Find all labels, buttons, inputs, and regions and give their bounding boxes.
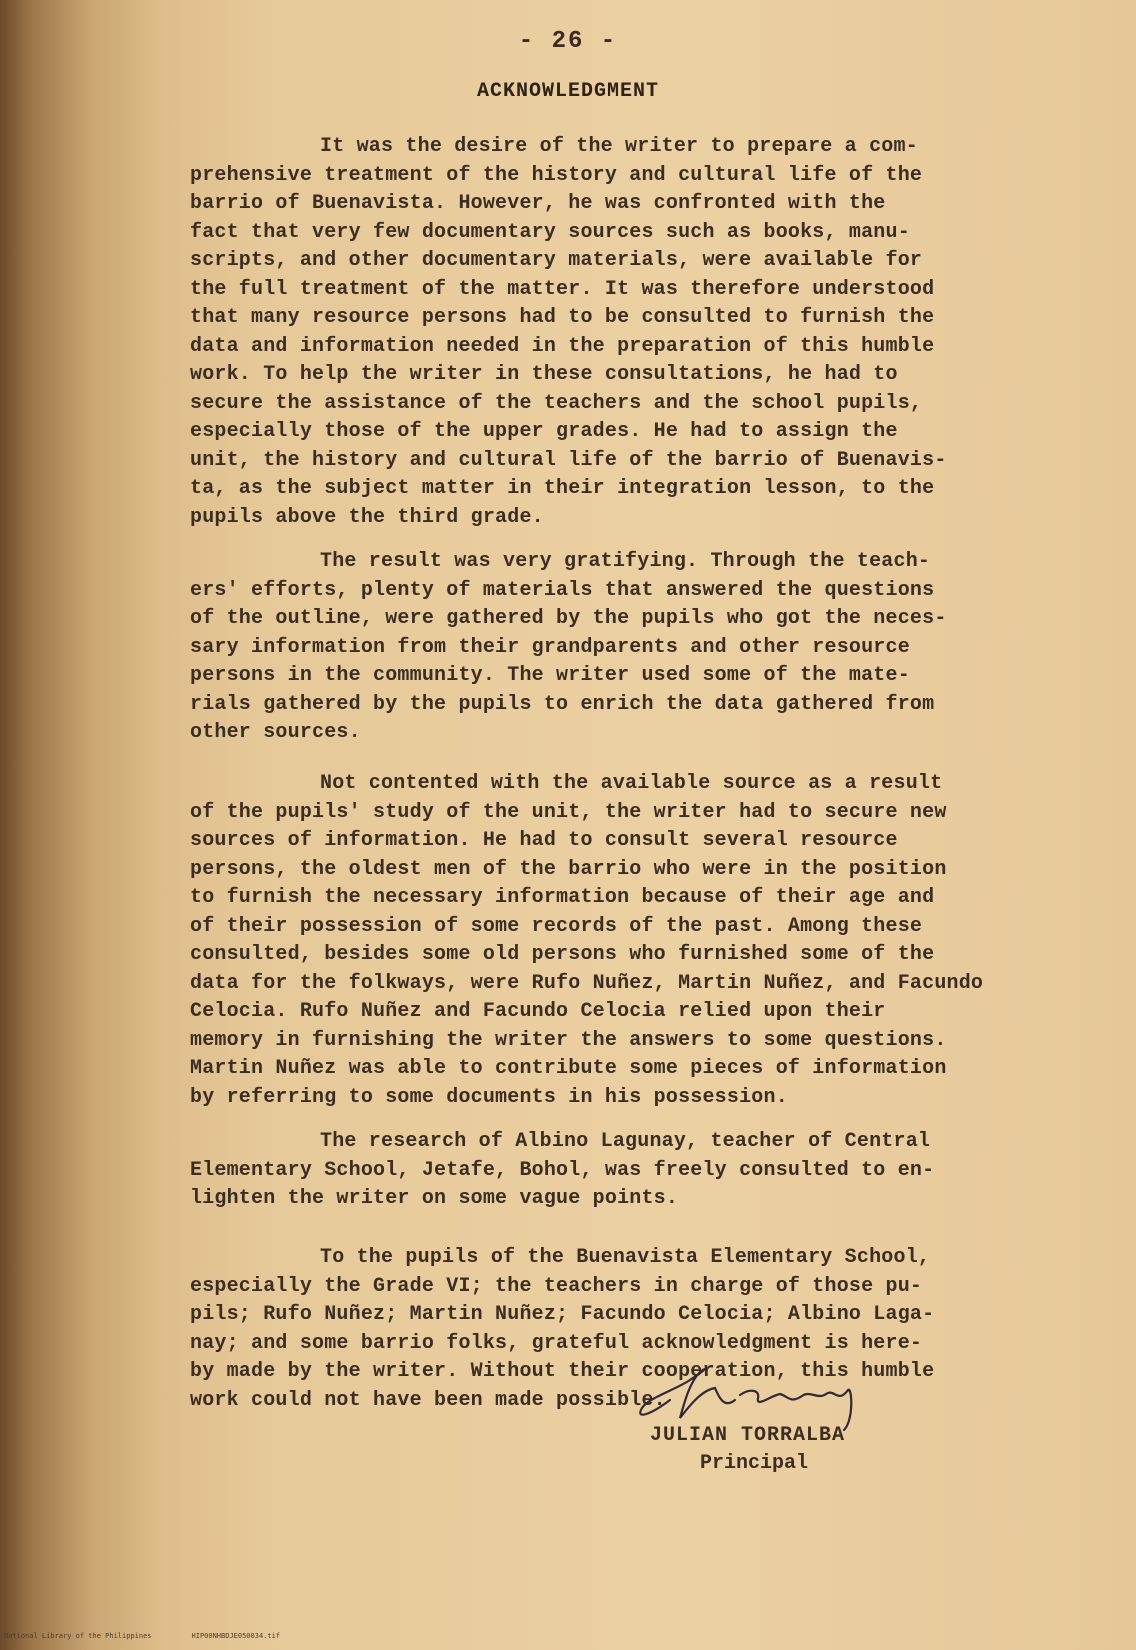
text-line: Not contented with the available source as a result <box>320 772 943 795</box>
paragraph-3 <box>190 770 1030 1112</box>
document-heading: ACKNOWLEDGMENT <box>476 80 660 103</box>
text-line: Celocia. Rufo Nuñez and Facundo Celocia relied upon their <box>190 1000 886 1023</box>
text-line: of their possession of some records of the past. Among these <box>190 914 923 938</box>
footer-filename: HIP00NHBDJE050034.tif <box>191 1632 281 1640</box>
text-line: other sources. <box>190 721 361 744</box>
text-line: To the pupils of the Buenavista Elementary School, <box>320 1246 931 1269</box>
text-line: memory in furnishing the writer the answers to some questions. <box>190 1028 947 1052</box>
text-line: lighten the writer on some vague points. <box>190 1187 679 1210</box>
text-line: barrio of Buenavista. However, he was confronted with the <box>190 192 886 215</box>
footer-library: National Library of the Philippines <box>4 1632 152 1640</box>
paragraph-2 <box>190 548 1030 748</box>
text-line: work. To help the writer in these consultations, he had to <box>190 363 898 386</box>
text-line: scripts, and other documentary materials, were available for <box>190 249 923 272</box>
text-line: pils; Rufo Nuñez; Martin Nuñez; Facundo Celocia; Albino Laga- <box>190 1303 935 1326</box>
text-line: Martin Nuñez was able to contribute some pieces of information <box>190 1057 947 1080</box>
signature-block <box>630 1360 910 1500</box>
text-line: unit, the history and cultural life of the barrio of Buenavis- <box>190 448 947 472</box>
text-line: sources of information. He had to consult several resource <box>190 829 898 852</box>
text-line: nay; and some barrio folks, grateful acknowledgment is here- <box>190 1331 923 1355</box>
text-line: especially those of the upper grades. He had to assign the <box>190 420 898 443</box>
text-line: secure the assistance of the teachers and the school pupils, <box>190 391 923 415</box>
text-line: It was the desire of the writer to prepare a com- <box>320 135 918 158</box>
text-line: persons, the oldest men of the barrio who were in the position <box>190 857 947 881</box>
text-line: by referring to some documents in his possession. <box>190 1085 788 1109</box>
signer-name: JULIAN TORRALBA <box>650 1424 846 1447</box>
paragraph-1 <box>190 133 1030 532</box>
text-line: that many resource persons had to be consulted to furnish the <box>190 306 935 329</box>
page-number: - 26 - <box>518 28 618 55</box>
paragraph-4 <box>190 1128 1030 1214</box>
text-line: work could not have been made possible. <box>190 1388 666 1412</box>
text-line: rials gathered by the pupils to enrich the data gathered from <box>190 692 935 716</box>
text-line: by made by the writer. Without their cooperation, this humble <box>190 1360 935 1383</box>
text-line: prehensive treatment of the history and cultural life of the <box>190 163 923 187</box>
text-line: sary information from their grandparents and other resource <box>190 635 910 659</box>
text-line: fact that very few documentary sources such as books, manu- <box>190 220 910 244</box>
text-line: the full treatment of the matter. It was therefore understood <box>190 277 935 301</box>
signer-title: Principal <box>700 1452 809 1475</box>
scan-footer <box>4 1632 320 1640</box>
text-line: especially the Grade VI; the teachers in charge of those pu- <box>190 1274 923 1298</box>
text-line: consulted, besides some old persons who furnished some of the <box>190 943 935 966</box>
text-line: data and information needed in the preparation of this humble <box>190 334 935 358</box>
text-line: Elementary School, Jetafe, Bohol, was freely consulted to en- <box>190 1158 935 1182</box>
text-line: The result was very gratifying. Through the teach- <box>320 550 931 573</box>
text-line: to furnish the necessary information because of their age and <box>190 886 935 909</box>
text-line: persons in the community. The writer used some of the mate- <box>190 664 910 687</box>
text-line: pupils above the third grade. <box>190 505 544 529</box>
text-line: ta, as the subject matter in their integration lesson, to the <box>190 477 935 500</box>
text-line: of the outline, were gathered by the pupils who got the neces- <box>190 607 947 630</box>
text-line: of the pupils' study of the unit, the writer had to secure new <box>190 800 947 824</box>
text-line: ers' efforts, plenty of materials that answered the questions <box>190 578 935 602</box>
text-line: The research of Albino Lagunay, teacher of Central <box>320 1130 931 1153</box>
text-line: data for the folkways, were Rufo Nuñez, Martin Nuñez, and Facundo <box>190 971 984 995</box>
